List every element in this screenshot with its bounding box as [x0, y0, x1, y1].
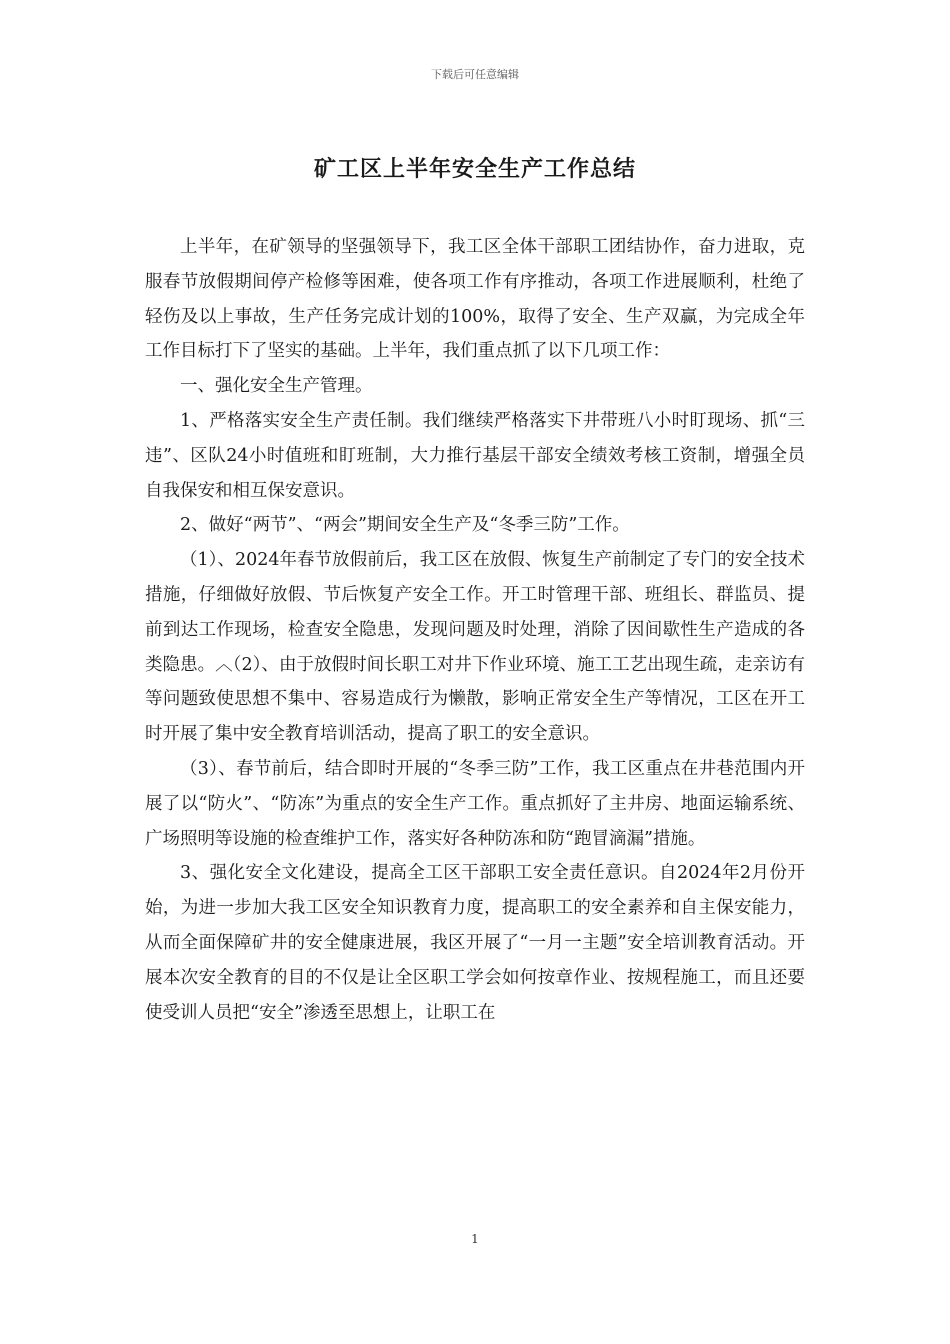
document-title: 矿工区上半年安全生产工作总结 [313, 157, 636, 182]
paragraph: 上半年，在矿领导的坚强领导下，我工区全体干部职工团结协作，奋力进取，克服春节放假期间停产检修等困难，使各项工作有序推动，各项工作进展顺利，杜绝了轻伤及以上事故，生产任务完成计划的100%，取得了安全、生产双赢，为完成全年工作目标打下了坚实的基础。上半年，我们重点抓了以下几项工作： [145, 237, 805, 362]
page-number: 1 [471, 1232, 479, 1246]
document-body [145, 230, 805, 1030]
paragraph: （1）、2024年春节放假前后，我工区在放假、恢复生产前制定了专门的安全技术措施，仔细做好放假、节后恢复产安全工作。开工时管理干部、班组长、群监员、提前到达工作现场，检查安全隐患，发现问题及时处理，消除了因间歇性生产造成的各类隐患。︿（2）、由于放假时间长职工对井下作业环境、施工工艺出现生疏，走亲访有等问题致使思想不集中、容易造成行为懒散，影响正常安全生产等情况，工区在开工时开展了集中安全教育培训活动，提高了职工的安全意识。 [145, 550, 805, 745]
paragraph: 3、强化安全文化建设，提高全工区干部职工安全责任意识。自2024年2月份开始，为进一步加大我工区安全知识教育力度，提高职工的安全素养和自主保安能力，从而全面保障矿井的安全健康进展，我区开展了“一月一主题”安全培训教育活动。开展本次安全教育的目的不仅是让全区职工学会如何按章作业、按规程施工，而且还要使受训人员把“安全”渗透至思想上，让职工在 [145, 863, 805, 1023]
paragraph: 1、严格落实安全生产责任制。我们继续严格落实下井带班八小时盯现场、抓“三违”、区队24小时值班和盯班制，大力推行基层干部安全绩效考核工资制，增强全员自我保安和相互保安意识。 [145, 410, 805, 501]
paragraph: 2、做好“两节”、“两会”期间安全生产及“冬季三防”工作。 [180, 515, 630, 536]
paragraph: （3）、春节前后，结合即时开展的“冬季三防”工作，我工区重点在井巷范围内开展了以“防火”、“防冻”为重点的安全生产工作。重点抓好了主井房、地面运输系统、广场照明等设施的检查维护工作，落实好各种防冻和防“跑冒滴漏”措施。 [145, 758, 805, 849]
paragraph: 一、强化安全生产管理。 [180, 376, 373, 397]
header-note: 下载后可任意编辑 [431, 68, 519, 81]
